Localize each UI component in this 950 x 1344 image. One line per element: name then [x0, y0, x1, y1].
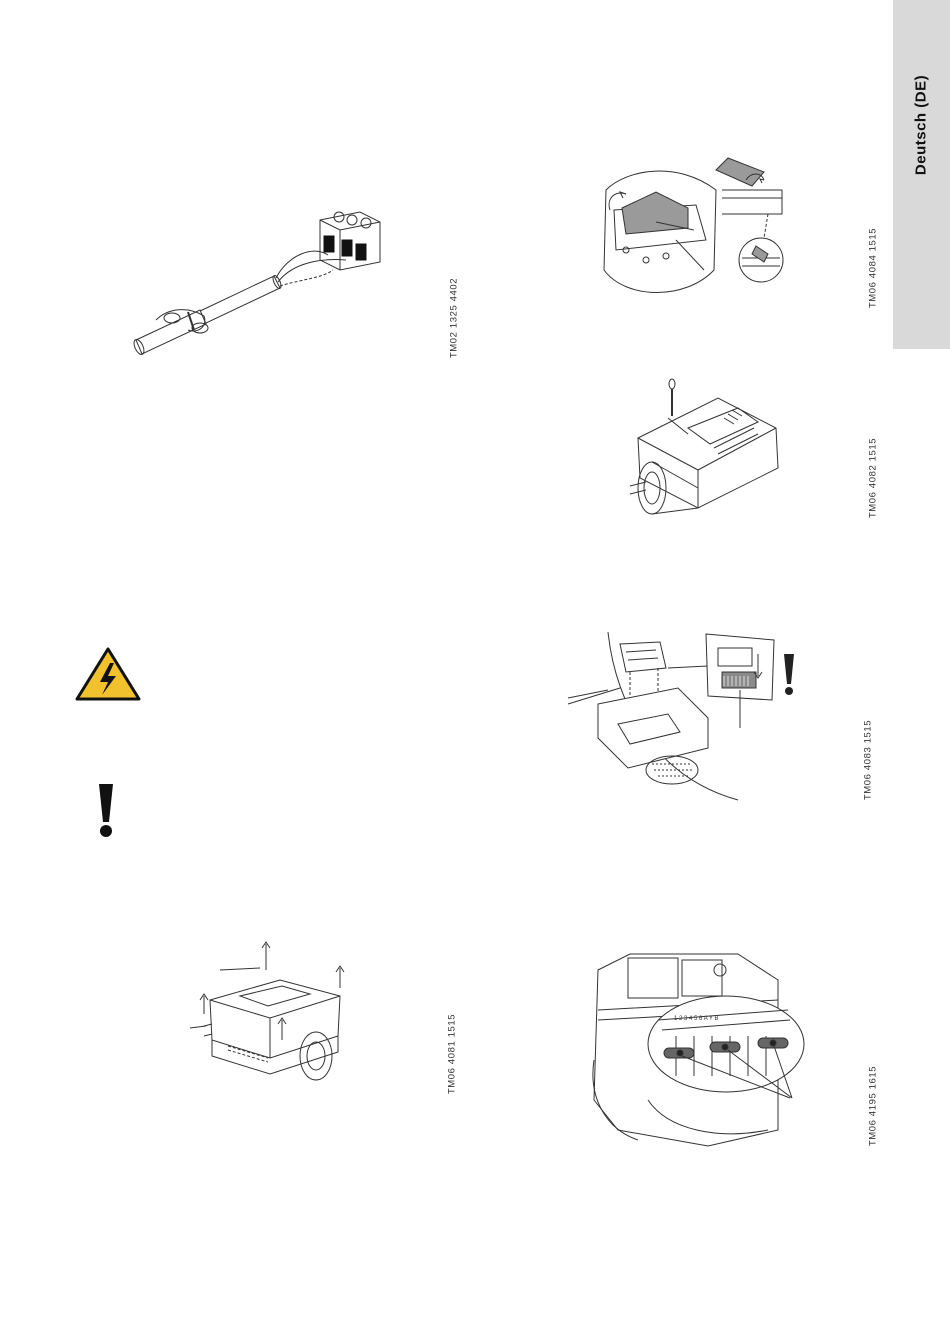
exclamation-icon	[95, 784, 117, 838]
terminal-rows-illustration	[578, 950, 804, 1150]
language-label: Deutsch (DE)	[912, 74, 930, 176]
language-side-tab-label	[893, 0, 950, 349]
cable-terminal-illustration	[128, 200, 388, 360]
electrical-hazard-warning-icon	[74, 646, 142, 702]
board-insertion-illustration	[568, 628, 804, 808]
exclamation-icon	[784, 654, 794, 695]
terminal-box-screw-illustration	[628, 378, 788, 528]
cover-screws-illustration	[190, 940, 360, 1090]
module-removal-illustration	[596, 150, 796, 310]
svg-text:1 2 3 4 5 6 A Y B: 1 2 3 4 5 6 A Y B	[674, 1016, 719, 1022]
